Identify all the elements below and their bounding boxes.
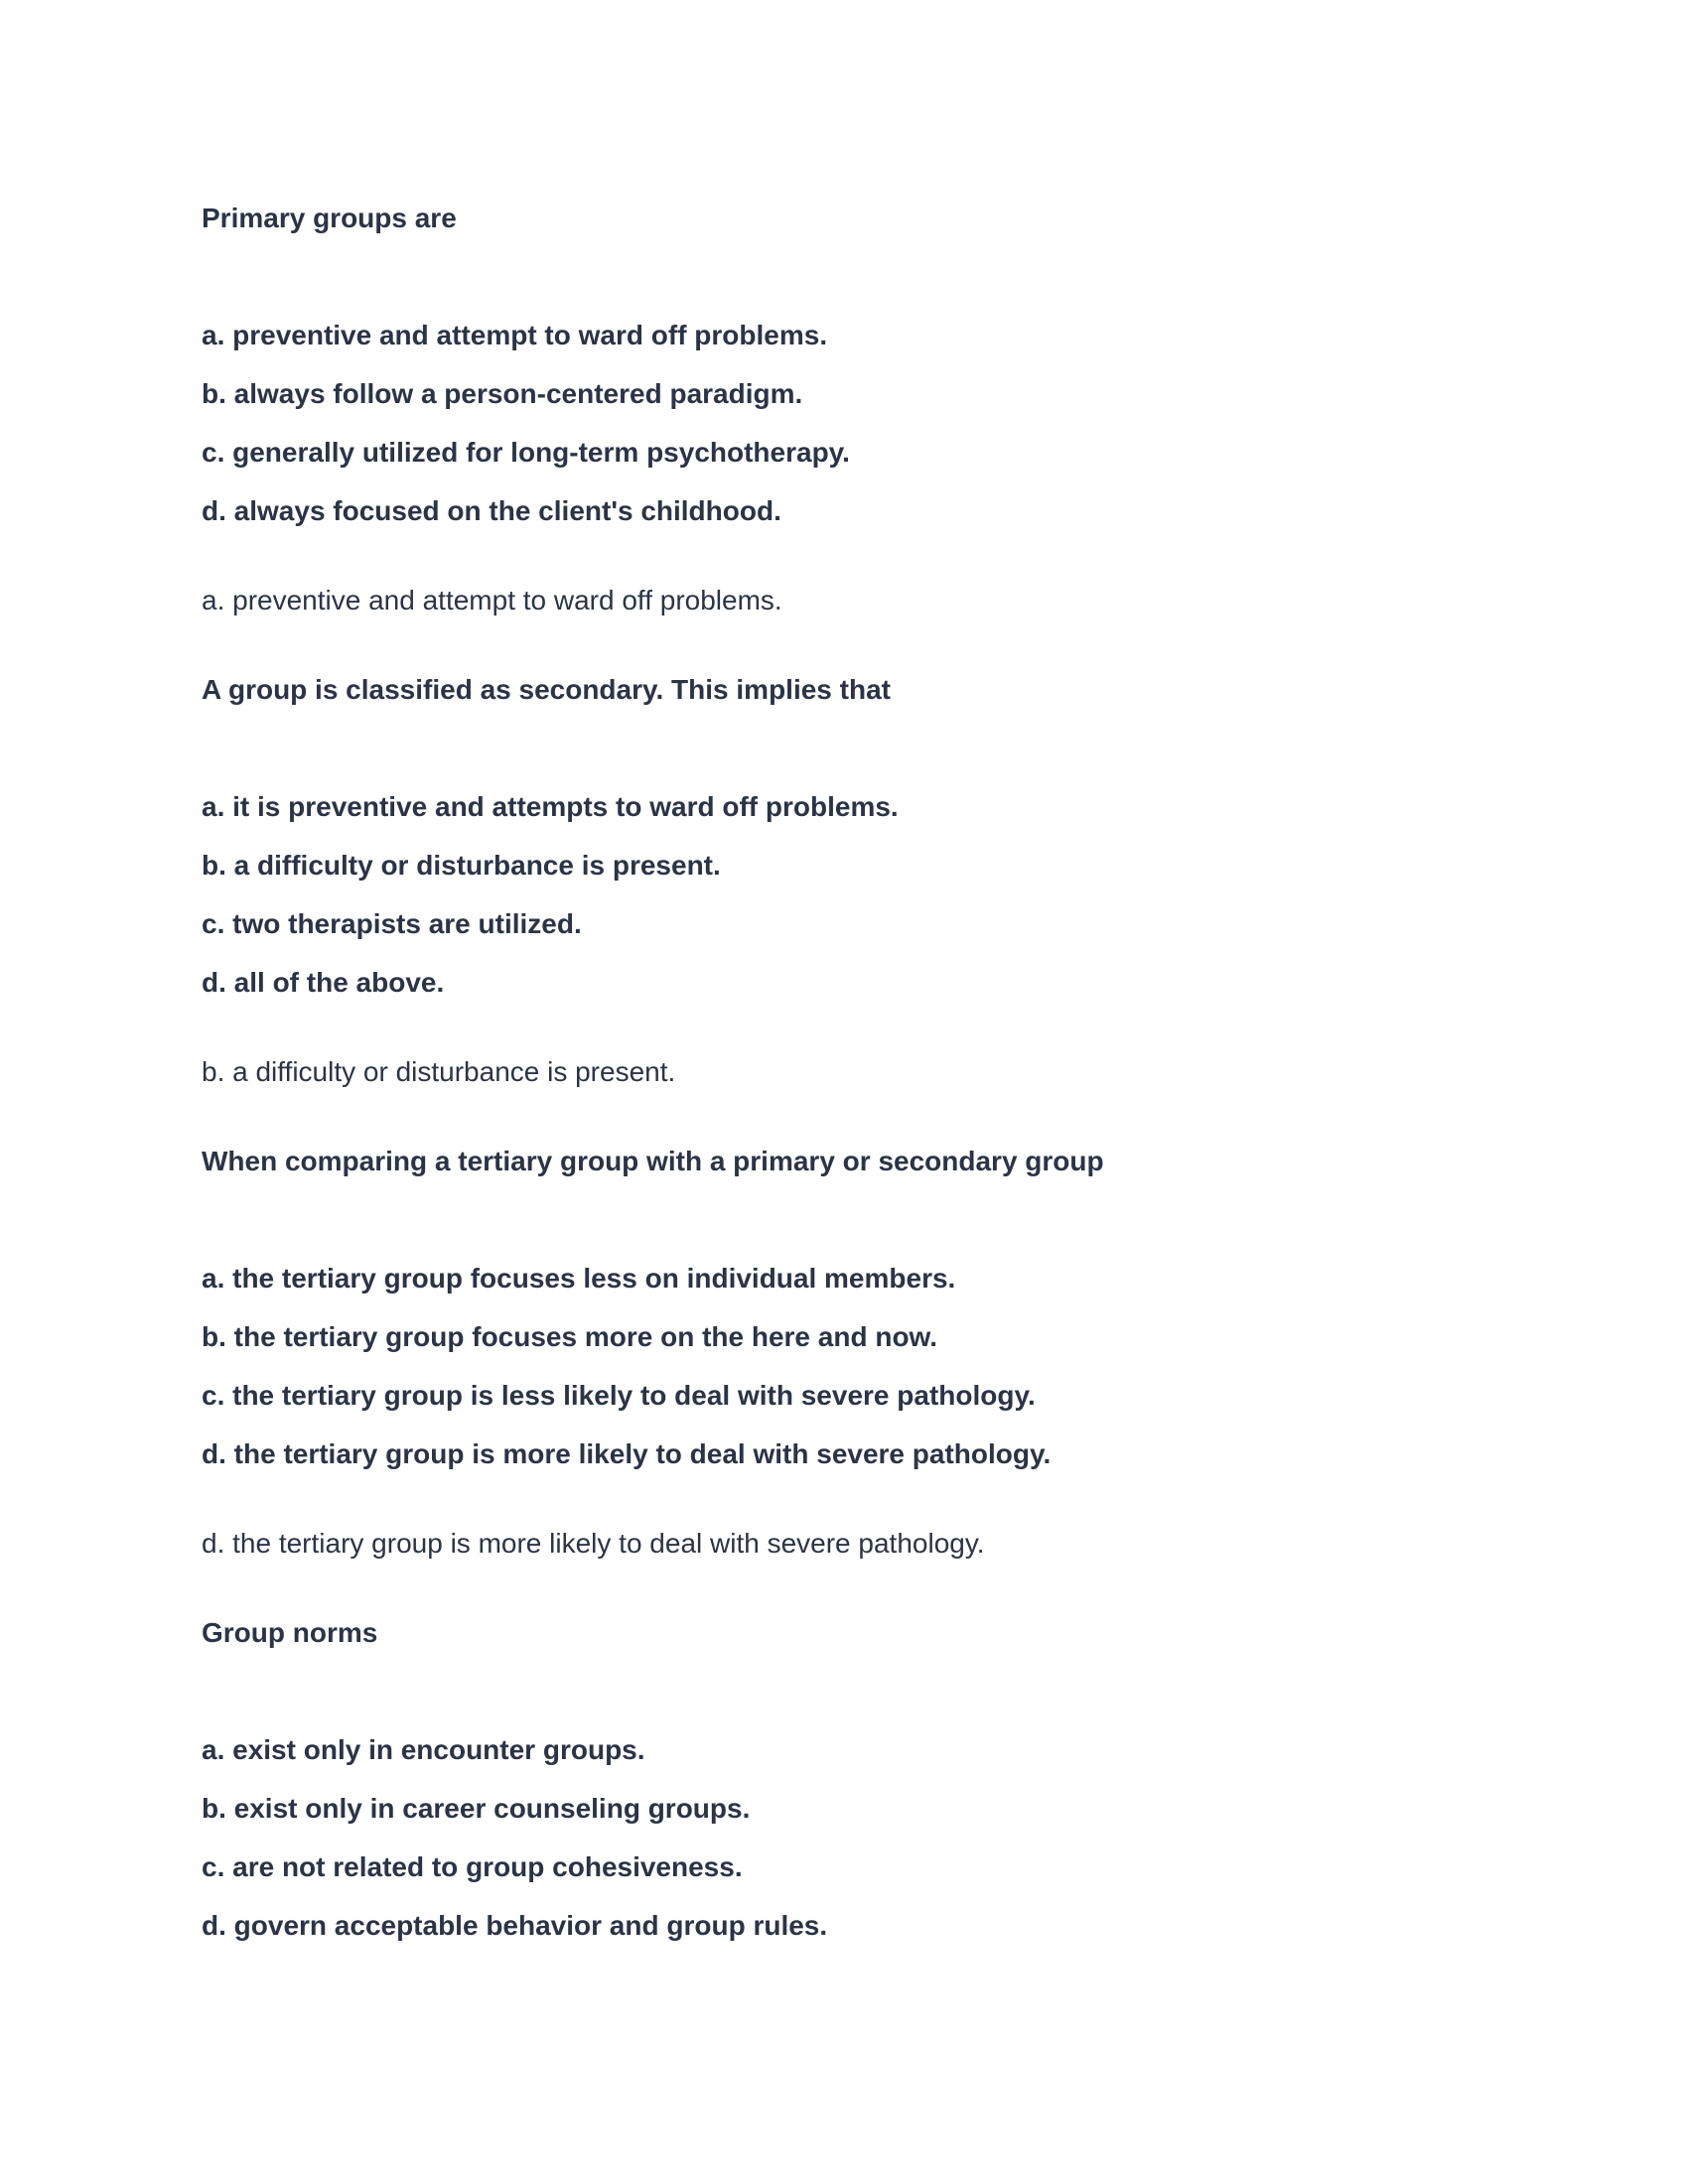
option-line: d. all of the above.: [202, 967, 445, 998]
option-line: c. are not related to group cohesiveness.: [202, 1851, 743, 1882]
question-block: [202, 1132, 1569, 1572]
option-line: c. generally utilized for long-term psychotherapy.: [202, 437, 850, 468]
option-line: a. the tertiary group focuses less on individual members.: [202, 1263, 956, 1294]
option-line: a. it is preventive and attempts to ward off problems.: [202, 791, 899, 822]
option-line: b. the tertiary group focuses more on the here and now.: [202, 1321, 938, 1352]
option-line: d. govern acceptable behavior and group rules.: [202, 1910, 828, 1941]
question-prompt: A group is classified as secondary. This implies that: [202, 674, 891, 705]
option-line: d. the tertiary group is more likely to deal with severe pathology.: [202, 1438, 1052, 1469]
option-line: a. preventive and attempt to ward off problems.: [202, 320, 828, 350]
question-block: [202, 660, 1569, 1101]
question-options: [202, 1720, 1569, 1955]
question-options: [202, 777, 1569, 1012]
question-block: [202, 189, 1569, 629]
option-line: d. always focused on the client's childhood.: [202, 495, 781, 526]
option-line: b. a difficulty or disturbance is present.: [202, 850, 721, 881]
option-line: c. the tertiary group is less likely to deal with severe pathology.: [202, 1380, 1036, 1411]
question-block: [202, 1603, 1569, 1955]
question-options: [202, 306, 1569, 540]
question-prompt: Group norms: [202, 1617, 378, 1648]
option-line: b. exist only in career counseling groups.: [202, 1793, 751, 1824]
option-line: b. always follow a person-centered paradigm.: [202, 378, 803, 409]
question-prompt: When comparing a tertiary group with a primary or secondary group: [202, 1146, 1104, 1176]
question-prompt: Primary groups are: [202, 203, 457, 233]
question-options: [202, 1249, 1569, 1483]
answer-line: d. the tertiary group is more likely to deal with severe pathology.: [202, 1528, 985, 1559]
answer-line: a. preventive and attempt to ward off problems.: [202, 585, 782, 615]
option-line: c. two therapists are utilized.: [202, 908, 582, 939]
answer-line: b. a difficulty or disturbance is present.: [202, 1056, 676, 1087]
option-line: a. exist only in encounter groups.: [202, 1734, 645, 1765]
